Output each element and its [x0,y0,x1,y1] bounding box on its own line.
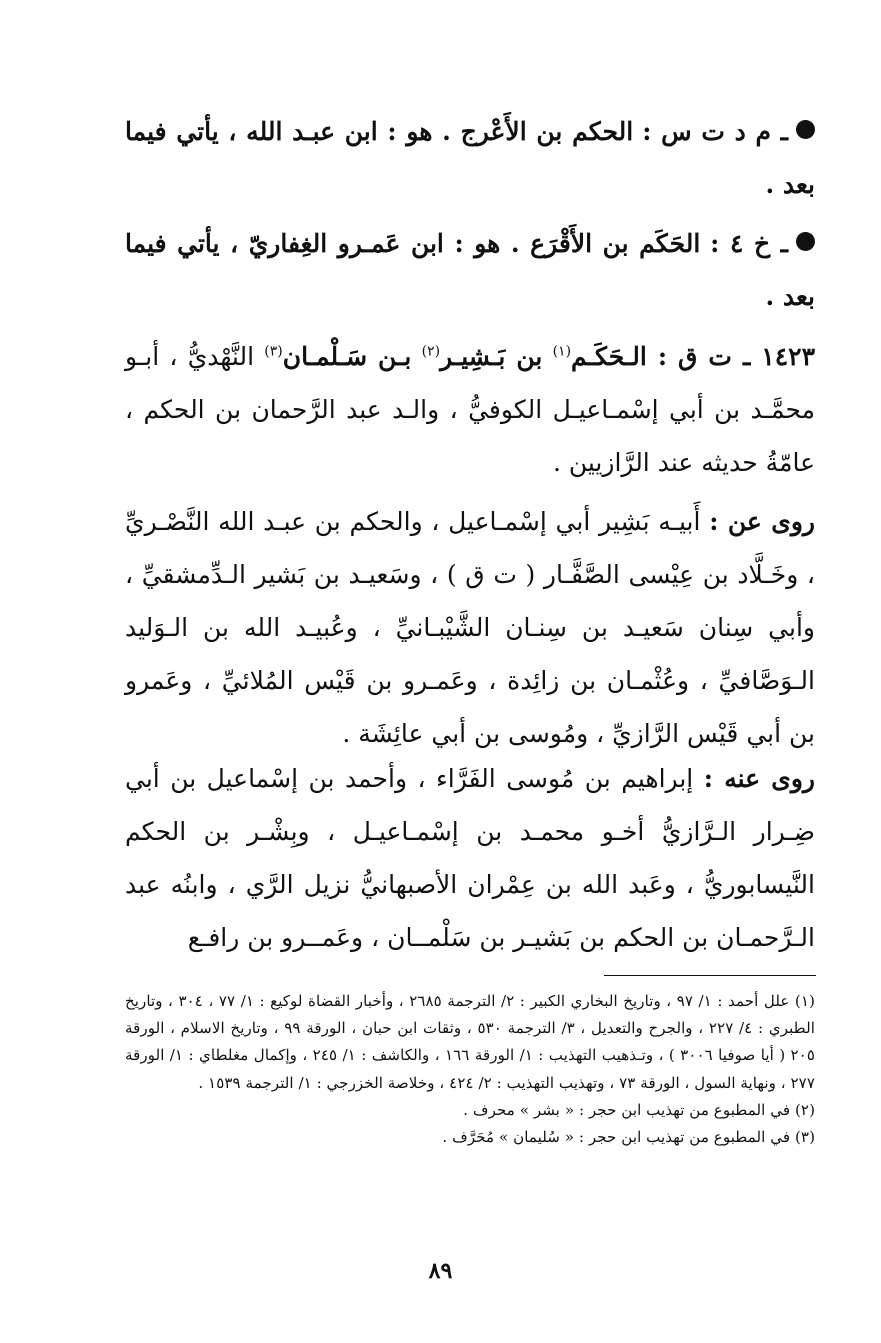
entry-heading: بـن سَـلْمـان [282,342,412,371]
biography-entry [125,330,815,489]
footnote-ref: (٣) [264,343,283,360]
footnote: (١) علل أحمد : ١/ ٩٧ ، وتاريخ البخاري الكبير : ٢/ الترجمة ٢٦٨٥ ، وأخبار القضاة لوكيع : ١/ ٧٧ ، ٣٠٤ ، وتاريخ الطبري : ٤/ ٢٢٧ ، والجرح والتعديل ، ٣/ الترجمة ٥٣٠ ، وثقات ابن حبان ، الورقة ٩٩ ، وتاريخ الاسلام ، الورقة ٢٠٥ ( أيا صوفيا ٣٠٠٦ ) ، وتـذهيب التهذيب : ١/ الورقة ١٦٦ ، والكاشف : ١/ ٢٤٥ ، وإكمال مغلطاي : ١/ الورقة ٢٧٧ ، ونهاية السول ، الورقة ٧٣ ، وتهذيب التهذيب : ٢/ ٤٢٤ ، وخلاصة الخزرجي : ١/ الترجمة ١٥٣٩ . [125,992,815,1092]
bullet-icon [796,120,815,139]
footnote: (٢) في المطبوع من تهذيب ابن حجر : « بشر » محرف . [463,1100,815,1119]
section-text: أَبيـه بَشِير أبي إسْمـاعيل ، والحكم بن عبـد الله النَّصْـريِّ ، وخَـلَّاد بن عِيْسى الصَّفَّـار ( ت ق ) ، وسَعيـد بن بَشير الـدِّمشقيِّ ، وأبي سِنان سَعيـد بن سِنـان الشَّيْبـانيِّ ، وعُبيـد الله بن الـوَليد الـوَصَّافيِّ ، وعُثْمـان بن زائِدة ، وعَمـرو بن قَيْس المُلائيِّ ، وعَمرو بن أبي قَيْس الرَّازيِّ ، ومُوسى بن أبي عائِشَة . [125,507,815,748]
bullet-icon [796,232,815,251]
entry-heading: بن بَـشِيـر [440,342,543,371]
footnote-ref: (١) [552,343,572,360]
entry-symbols: ـ خ ٤ : [710,229,788,258]
footnotes [125,988,815,1151]
section-label: روى عن : [709,507,816,536]
narrated-by-section [125,752,815,964]
entry-text: الحَكَم بن الأَقْرَع . هو : ابن عَمـرو الغِفاريّ ، يأتي فيما بعد . [125,229,815,311]
footnote: (٣) في المطبوع من تهذيب ابن حجر : « سُليمان » مُحَرَّف . [442,1128,815,1147]
entry-description: النَّهْديُّ ، أبـو محمَّـد بن أبي إسْمـاعيـل الكوفيُّ ، والـد عبد الرَّحمان بن الحكم ، عامّةُ حديثه عند الرَّازيين . [125,342,815,477]
section-text: إبراهيم بن مُوسى الفَرَّاء ، وأحمد بن إسْماعيل بن أبي ضِـرار الـرَّازيُّ أخـو محمـد بن إسْمـاعيـل ، وبِشْـر بن الحكم النَّيسابوريُّ ، وعَبد الله بن عِمْران الأصبهانيُّ نزيل الرَّي ، وابنُه عبد الـرَّحمـان بن الحكم بن بَشيـر بن سَلْمــان ، وعَمــرو بن رافـع [125,764,815,952]
entry-heading: ١٤٢٣ ـ ت ق : الـحَكَـم [571,342,816,371]
section-label: روى عنه : [703,764,815,793]
cross-reference-entry [125,105,815,211]
entry-symbols: ـ م د ت س : [642,117,788,146]
narrated-from-section [125,495,815,760]
entry-text: الحكم بن الأَعْرج . هو : ابن عبـد الله ، يأتي فيما بعد . [125,117,815,199]
cross-reference-entry [125,217,815,323]
footnote-divider [604,975,816,976]
page-number: ٨٩ [428,1258,453,1284]
footnote-ref: (٢) [421,343,441,360]
